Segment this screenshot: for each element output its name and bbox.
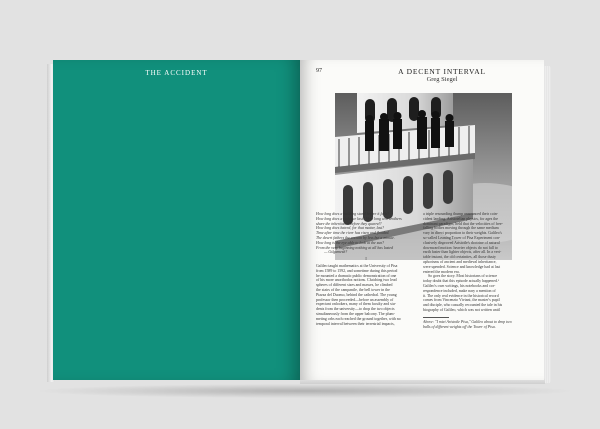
epigraph-line: How long does a building stand before it falls?: [316, 212, 390, 216]
body-line: the stairs of the campanile, the bell tower in the: [316, 287, 390, 292]
epigraph-line: How long does a violence last? How long will brothers: [316, 216, 402, 221]
right-page: [300, 60, 544, 380]
drop-shadow: [40, 384, 570, 398]
section-mark: I: [365, 257, 367, 262]
body-line: biography of Galileo, which was not written until: [423, 307, 500, 312]
epigraph-line: How long does hatred, for that matter, last?: [316, 226, 385, 231]
body-line: professor then proceeded—before an assembly of: [316, 297, 394, 302]
body-line: a triple resounding thump announced their coin-: [423, 212, 498, 216]
body-line: it. The only real evidence in the historical record: [423, 293, 499, 298]
body-line: table instant, the old certainties, all those dusty: [423, 255, 496, 260]
body-line: dents from the university—to drop the two objects: [316, 307, 395, 312]
section-title: THE ACCIDENT: [145, 69, 208, 77]
body-line: So goes the story. Most historians of science: [428, 274, 498, 279]
body-line: expectant onlookers, many of them faculty and stu-: [316, 302, 396, 307]
left-page: [53, 60, 300, 380]
caption-line: balls of different weights off the Tower of Pisa.: [423, 324, 496, 329]
photo-caption: [423, 320, 527, 330]
body-line: dominant paradigm, held that the velocities of free-: [423, 221, 503, 226]
epigraph-line: share the inheritance before they quarrel?: [316, 221, 382, 226]
body-line: earth faster than lighter objects, after all. In a veri-: [423, 250, 502, 255]
body-line: aphorisms of ancient and medieval inheritance,: [423, 259, 497, 264]
article-author: Greg Siegel: [426, 76, 458, 83]
caption-divider: [423, 317, 449, 318]
body-line: clusively disproved Aristotle's doctrine of natural: [423, 240, 500, 245]
body-line: so-called Leaning Tower of Pisa Experiment con-: [423, 235, 501, 240]
body-line: temporal interval between their terrestrial impacts,: [316, 321, 395, 326]
body-line: were upended. Science and knowledge had at last: [423, 264, 501, 269]
body-line: falling bodies moving through the same medium: [423, 226, 499, 231]
body-line: comes from Vincenzio Viviani, the master's pupil: [423, 298, 500, 303]
body-line: and disciple, who casually recounted the tale in his: [423, 303, 503, 308]
body-line: of his more unorthodox notions. Clutching two lead: [316, 278, 397, 283]
body-line: Galileo's own writings, his notebooks and cor-: [423, 283, 496, 288]
epigraph-line: Time after time the river has risen and flooded.: [316, 231, 390, 236]
page-number: 97: [316, 68, 322, 74]
body-line: meting orbs each reached the ground together, with no: [316, 316, 401, 321]
epigraph-attribution: — Gilgamesh?: [324, 250, 348, 255]
body-line: from 1589 to 1592, and sometime during this period: [316, 268, 398, 273]
body-line: Piazza del Duomo, behind the cathedral. The young: [316, 292, 397, 297]
column-left: [316, 212, 416, 326]
body-line: downward motion: heavier objects do not fall to: [423, 245, 498, 250]
epigraph-line: How long is the eye able to look at the sun?: [316, 240, 385, 245]
body-line: he mounted a dramatic public demonstration of one: [316, 273, 397, 278]
body-line: entered the modern era.: [423, 269, 460, 274]
body-line: spheres of different sizes and masses, he climbed: [316, 283, 393, 288]
epigraph-line: The desert fathers the cocoon by less but a minute.: [316, 235, 395, 240]
column-right: [423, 212, 527, 329]
body-line: respondence included, make nary a mention of: [423, 288, 496, 293]
body-line: today doubt that this episode actually happened.¹: [423, 279, 500, 284]
caption-line: Above: "I miei Aristotle Pisa," Galileo about to drop two: [423, 319, 512, 324]
body-line: Galileo taught mathematics at the University of Pisa: [316, 263, 398, 268]
body-line: cident landing. Aristotelian physics, for ages the: [423, 216, 498, 221]
body-line: vary in direct proportion to their weights. Galileo's: [423, 231, 502, 236]
epigraph: [316, 212, 416, 255]
body-line: simultaneously from the upper balcony. The plum-: [316, 311, 395, 316]
epigraph-line: From the very beginning nothing at all has lasted: [316, 245, 394, 250]
article-title: A DECENT INTERVAL: [398, 67, 486, 76]
